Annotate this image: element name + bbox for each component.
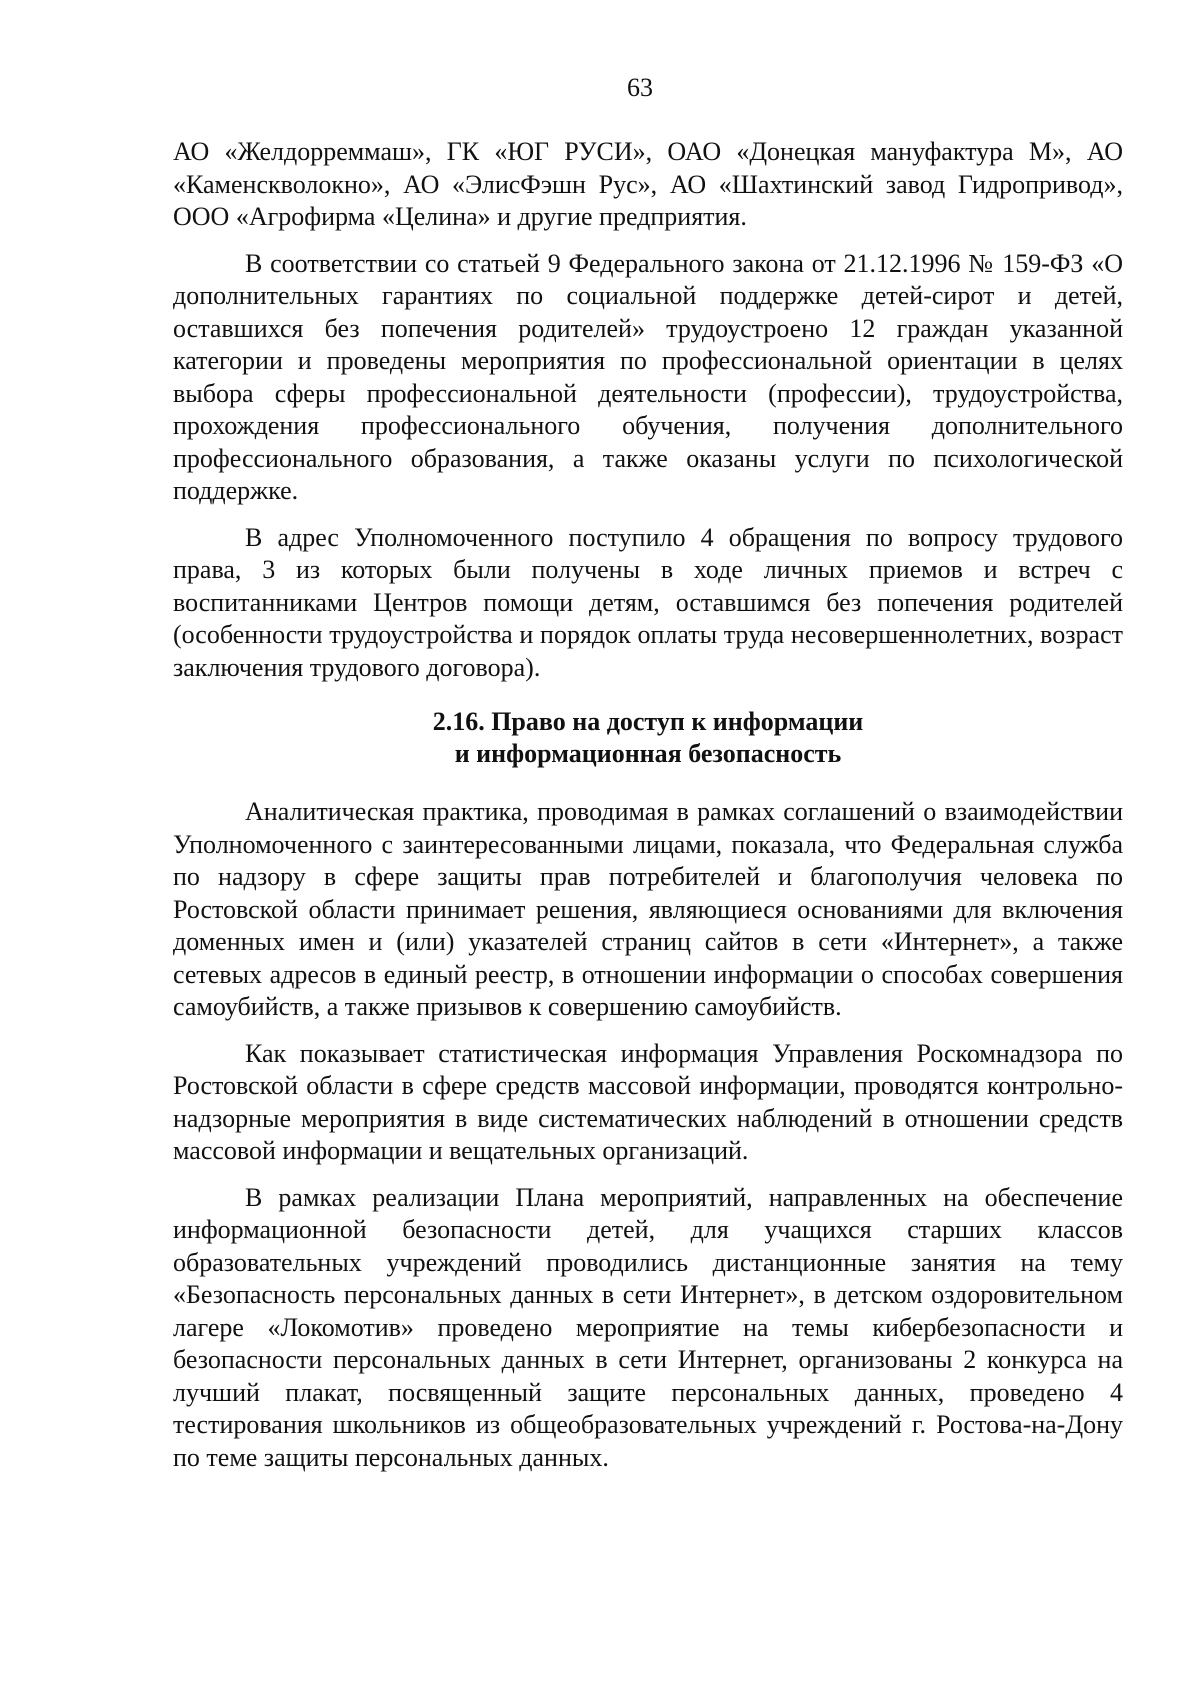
paragraph-information-security-plan: В рамках реализации Плана мероприятий, направленных на обеспечение информационной безопасности детей, для учащихся старших классов образовательных учреждений проводились дистанционные занятия на тему «Безопасность персональных данных в сети Интернет», в детском оздоровительном лагере «Локомотив» проведено мероприятие на темы кибербезопасности и безопасности персональных данных в сети Интернет, организованы 2 конкурса на лучший плакат, посвященный защите персональных данных, проведено 4 тестирования школьников из общеобразовательных учреждений г. Ростова-на-Дону по теме защиты персональных данных.: [173, 1182, 1123, 1472]
page-number: 63: [627, 73, 653, 102]
document-body: [173, 136, 1123, 1488]
paragraph-roskomnadzor-statistics: Как показывает статистическая информация Управления Роскомнадзора по Ростовской области в сфере средств массовой информации, проводятся контрольно-надзорные мероприятия в виде систематических наблюдений в отношении средств массовой информации и вещательных организаций.: [173, 1038, 1123, 1165]
section-heading-line-2: и информационная безопасность: [454, 739, 842, 768]
section-heading: [173, 706, 1123, 770]
paragraph-orphans-employment: В соответствии со статьей 9 Федерального закона от 21.12.1996 № 159-ФЗ «О дополнительных гарантиях по социальной поддержке детей-сирот и детей, оставшихся без попечения родителей» трудоустроено 12 граждан указанной категории и проведены мероприятия по профессиональной ориентации в целях выбора сферы профессиональной деятельности (профессии), трудоустройства, прохождения профессионального обучения, получения дополнительного профессионального образования, а также оказаны услуги по психологической поддержке.: [173, 248, 1123, 505]
paragraph-labor-appeals: В адрес Уполномоченного поступило 4 обращения по вопросу трудового права, 3 из которых были получены в ходе личных приемов и встреч с воспитанниками Центров помощи детям, оставшимся без попечения родителей (особенности трудоустройства и порядок оплаты труда несовершеннолетних, возраст заключения трудового договора).: [173, 522, 1123, 682]
section-heading-line-1: 2.16. Право на доступ к информации: [432, 707, 864, 736]
paragraph-analytical-practice: Аналитическая практика, проводимая в рамках соглашений о взаимодействии Уполномоченного с заинтересованными лицами, показала, что Федеральная служба по надзору в сфере защиты прав потребителей и благополучия человека по Ростовской области принимает решения, являющиеся основаниями для включения доменных имен и (или) указателей страниц сайтов в сети «Интернет», а также сетевых адресов в единый реестр, в отношении информации о способах совершения самоубийств, а также призывов к совершению самоубийств.: [173, 797, 1123, 1021]
paragraph-enterprises-continuation: АО «Желдорреммаш», ГК «ЮГ РУСИ», ОАО «Донецкая мануфактура М», АО «Каменскволокно», АО «ЭлисФэшн Рус», АО «Шахтинский завод Гидропривод», ООО «Агрофирма «Целина» и другие предприятия.: [173, 137, 1123, 231]
